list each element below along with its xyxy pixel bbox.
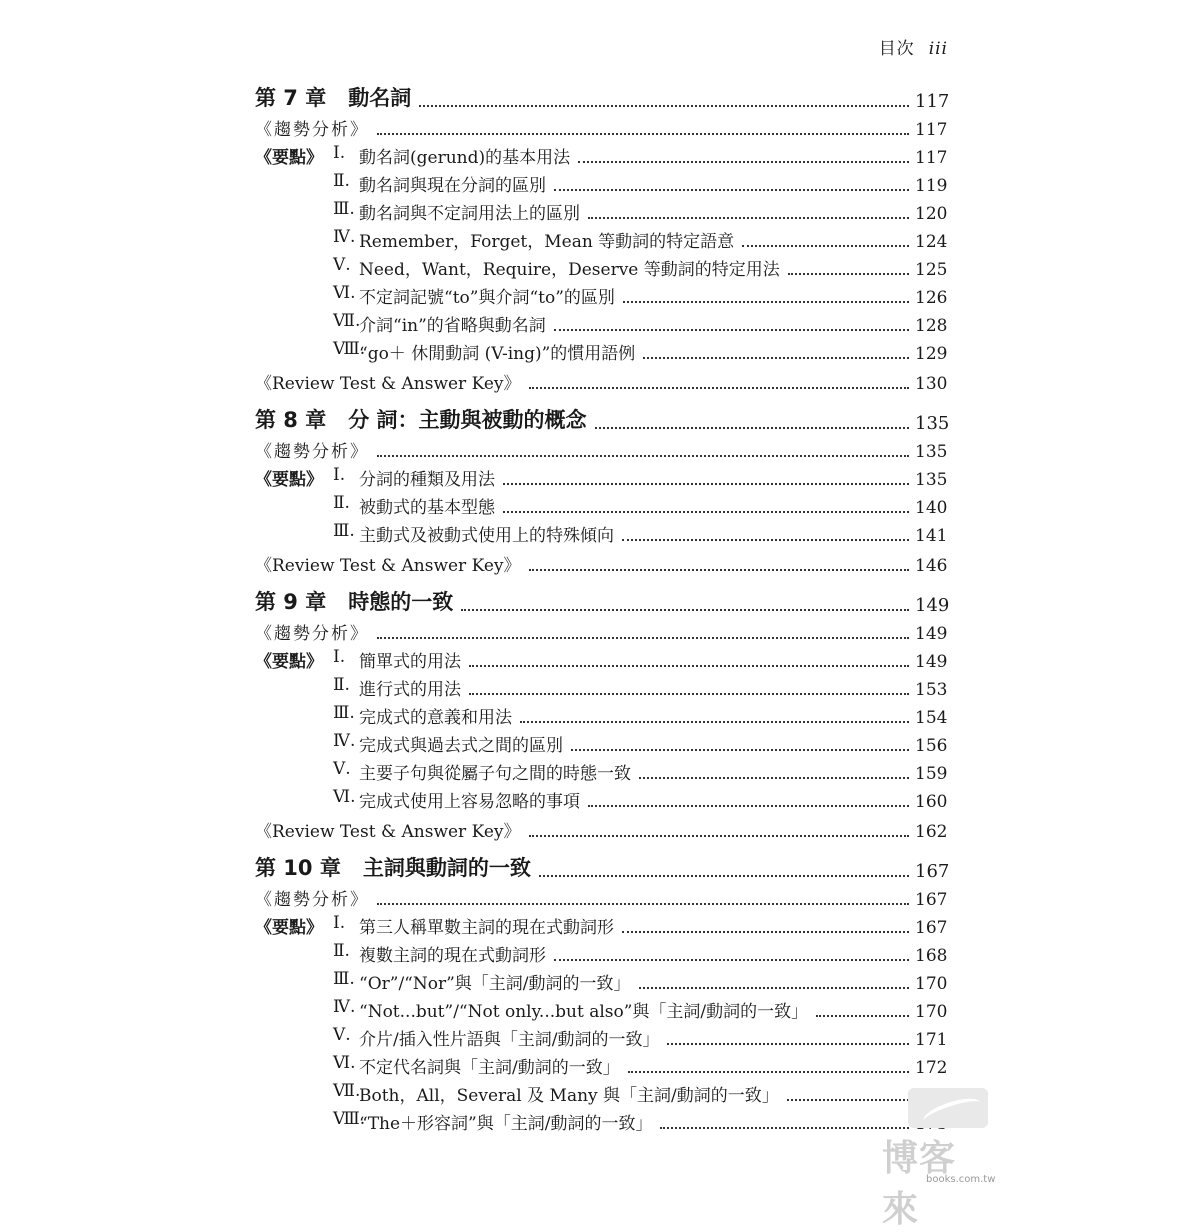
entry-text: 不定代名詞與「主詞/動詞的一致」 xyxy=(359,1058,620,1078)
dot-leader xyxy=(639,987,909,989)
item-numeral: Ⅲ. xyxy=(333,703,355,723)
key-point-entry[interactable] xyxy=(255,1050,948,1078)
page-number: 167 xyxy=(915,918,948,938)
chapter-number: 第 9 章 xyxy=(255,590,327,614)
entry-text: 被動式的基本型態 xyxy=(359,498,495,518)
review-test-entry[interactable] xyxy=(255,366,948,394)
chapter-title: 主詞與動詞的一致 xyxy=(362,856,531,880)
page-number: 125 xyxy=(915,260,948,280)
page-number: 172 xyxy=(915,1058,948,1078)
dot-leader xyxy=(588,217,909,219)
dot-leader xyxy=(529,569,910,571)
chapter-title: 動名詞 xyxy=(348,86,412,110)
key-points-label: 《要點》 xyxy=(255,652,323,672)
dot-leader xyxy=(461,609,909,611)
chapter-title: 分 詞：主動與被動的概念 xyxy=(348,408,587,432)
page-number: 135 xyxy=(915,413,950,434)
entry-text: 介詞“in”的省略與動名詞 xyxy=(359,316,546,336)
page-number: 168 xyxy=(915,946,948,966)
entry-label: 《趨勢分析》 xyxy=(255,120,369,140)
dot-leader xyxy=(788,273,909,275)
key-point-entry[interactable] xyxy=(255,784,948,812)
item-numeral: Ⅲ. xyxy=(333,521,355,541)
item-numeral: Ⅴ. xyxy=(333,255,351,275)
dot-leader xyxy=(554,329,909,331)
dot-leader xyxy=(529,387,910,389)
entry-text: Need，Want，Require，Deserve 等動詞的特定用法 xyxy=(359,260,780,280)
entry-text: 分詞的種類及用法 xyxy=(359,470,495,490)
dot-leader xyxy=(643,357,909,359)
page-number: 154 xyxy=(915,708,948,728)
entry-text: 動名詞與現在分詞的區別 xyxy=(359,176,546,196)
key-point-entry[interactable] xyxy=(255,700,948,728)
key-point-entry[interactable] xyxy=(255,168,948,196)
entry-label: 《Review Test & Answer Key》 xyxy=(255,374,521,394)
item-numeral: Ⅷ. xyxy=(333,1109,366,1129)
key-point-entry[interactable] xyxy=(255,1106,945,1134)
entry-text: 完成式的意義和用法 xyxy=(359,708,512,728)
review-test-entry[interactable] xyxy=(255,814,948,842)
chapter-heading[interactable] xyxy=(255,854,950,882)
chapter-number: 第 8 章 xyxy=(255,408,327,432)
dot-leader xyxy=(816,1015,909,1017)
entry-label: 《Review Test & Answer Key》 xyxy=(255,822,521,842)
key-point-entry[interactable] xyxy=(255,1078,945,1106)
page-number: 126 xyxy=(915,288,948,308)
review-test-entry[interactable] xyxy=(255,548,948,576)
page-number: 135 xyxy=(915,442,948,462)
key-point-entry[interactable] xyxy=(255,140,948,168)
item-numeral: Ⅱ. xyxy=(333,493,350,513)
entry-text: 動名詞(gerund)的基本用法 xyxy=(359,148,571,168)
entry-text: 進行式的用法 xyxy=(359,680,461,700)
key-points-label: 《要點》 xyxy=(255,470,323,490)
page-number: 160 xyxy=(915,792,948,812)
page-number: 170 xyxy=(915,974,948,994)
dot-leader xyxy=(377,903,909,905)
dot-leader xyxy=(377,455,909,457)
dot-leader xyxy=(503,511,909,513)
entry-text: “The＋形容詞”與「主詞/動詞的一致」 xyxy=(359,1114,653,1134)
dot-leader xyxy=(503,483,909,485)
watermark-logo-icon xyxy=(908,1088,988,1128)
dot-leader xyxy=(377,133,909,135)
item-numeral: Ⅶ. xyxy=(333,311,361,331)
key-point-entry[interactable] xyxy=(255,672,948,700)
page-number: 140 xyxy=(915,498,948,518)
dot-leader xyxy=(628,1071,909,1073)
dot-leader xyxy=(578,161,909,163)
key-point-entry[interactable] xyxy=(255,938,948,966)
page-number: 130 xyxy=(915,374,948,394)
item-numeral: Ⅳ. xyxy=(333,731,356,751)
key-point-entry[interactable] xyxy=(255,280,948,308)
entry-text: 複數主詞的現在式動詞形 xyxy=(359,946,546,966)
trend-analysis-entry[interactable] xyxy=(255,112,948,140)
page-number: 149 xyxy=(915,652,948,672)
dot-leader xyxy=(622,539,909,541)
dot-leader xyxy=(520,721,909,723)
page-number: 117 xyxy=(915,91,950,112)
entry-text: “go＋ 休閒動詞 (V-ing)”的慣用語例 xyxy=(359,344,636,364)
page-number: 153 xyxy=(915,680,948,700)
key-point-entry[interactable] xyxy=(255,308,948,336)
page-number: 156 xyxy=(915,736,948,756)
key-point-entry[interactable] xyxy=(255,910,948,938)
entry-text: Remember，Forget，Mean 等動詞的特定語意 xyxy=(359,232,735,252)
entry-text: 主要子句與從屬子句之間的時態一致 xyxy=(359,764,631,784)
key-point-entry[interactable] xyxy=(255,644,948,672)
item-numeral: Ⅰ. xyxy=(333,143,346,163)
page-number: 170 xyxy=(915,1002,948,1022)
watermark-text: 博客來 xyxy=(882,1138,957,1230)
item-numeral: Ⅶ. xyxy=(333,1081,361,1101)
dot-leader xyxy=(554,189,909,191)
entry-text: 完成式與過去式之間的區別 xyxy=(359,736,563,756)
page-number: 135 xyxy=(915,470,948,490)
dot-leader xyxy=(623,301,909,303)
dot-leader xyxy=(588,805,909,807)
page-number: 167 xyxy=(915,861,950,882)
item-numeral: Ⅳ. xyxy=(333,227,356,247)
trend-analysis-entry[interactable] xyxy=(255,616,948,644)
page-number: 149 xyxy=(915,624,948,644)
key-point-entry[interactable] xyxy=(255,252,948,280)
chapter-heading[interactable] xyxy=(255,588,950,616)
item-numeral: Ⅷ. xyxy=(333,339,366,359)
page-number: 167 xyxy=(915,890,948,910)
key-point-entry[interactable] xyxy=(255,518,948,546)
page-number: 159 xyxy=(915,764,948,784)
key-point-entry[interactable] xyxy=(255,462,948,490)
key-point-entry[interactable] xyxy=(255,994,948,1022)
entry-text: 第三人稱單數主詞的現在式動詞形 xyxy=(359,918,614,938)
entry-text: 不定詞記號“to”與介詞“to”的區別 xyxy=(359,288,615,308)
key-points-label: 《要點》 xyxy=(255,148,323,168)
item-numeral: Ⅰ. xyxy=(333,913,346,933)
item-numeral: Ⅲ. xyxy=(333,969,355,989)
dot-leader xyxy=(595,427,909,429)
page-number: 117 xyxy=(915,120,948,140)
entry-label: 《趨勢分析》 xyxy=(255,890,369,910)
dot-leader xyxy=(667,1043,909,1045)
key-point-entry[interactable] xyxy=(255,224,948,252)
item-numeral: Ⅳ. xyxy=(333,997,356,1017)
entry-label: 《趨勢分析》 xyxy=(255,442,369,462)
dot-leader xyxy=(419,105,909,107)
entry-text: “Not...but”/“Not only...but also”與「主詞/動詞的一致」 xyxy=(359,1002,809,1022)
watermark xyxy=(868,1088,996,1230)
table-of-contents xyxy=(255,0,950,1200)
page-number: 149 xyxy=(915,595,950,616)
entry-text: 簡單式的用法 xyxy=(359,652,461,672)
dot-leader xyxy=(377,637,909,639)
watermark-url: books.com.tw xyxy=(926,1174,996,1185)
entry-text: 完成式使用上容易忽略的事項 xyxy=(359,792,580,812)
page-number: 120 xyxy=(915,204,948,224)
entry-label: 《Review Test & Answer Key》 xyxy=(255,556,521,576)
entry-text: 介片/插入性片語與「主詞/動詞的一致」 xyxy=(359,1030,660,1050)
key-point-entry[interactable] xyxy=(255,196,948,224)
item-numeral: Ⅱ. xyxy=(333,941,350,961)
page-number: 128 xyxy=(915,316,948,336)
item-numeral: Ⅱ. xyxy=(333,171,350,191)
page-number: 171 xyxy=(915,1030,948,1050)
dot-leader xyxy=(622,931,909,933)
dot-leader xyxy=(571,749,909,751)
page-number: 146 xyxy=(915,556,948,576)
page-number: 124 xyxy=(915,232,948,252)
dot-leader xyxy=(742,245,909,247)
trend-analysis-entry[interactable] xyxy=(255,882,948,910)
item-numeral: Ⅰ. xyxy=(333,647,346,667)
key-point-entry[interactable] xyxy=(255,1022,948,1050)
item-numeral: Ⅵ. xyxy=(333,1053,356,1073)
key-point-entry[interactable] xyxy=(255,756,948,784)
page-number: 129 xyxy=(915,344,948,364)
key-point-entry[interactable] xyxy=(255,490,948,518)
chapter-heading[interactable] xyxy=(255,84,950,112)
entry-label: 《趨勢分析》 xyxy=(255,624,369,644)
chapter-number: 第 10 章 xyxy=(255,856,341,880)
dot-leader xyxy=(639,777,909,779)
chapter-title: 時態的一致 xyxy=(348,590,454,614)
page-number: 117 xyxy=(915,148,948,168)
item-numeral: Ⅴ. xyxy=(333,759,351,779)
item-numeral: Ⅴ. xyxy=(333,1025,351,1045)
entry-text: Both，All，Several 及 Many 與「主詞/動詞的一致」 xyxy=(359,1086,779,1106)
page-number: 119 xyxy=(915,176,948,196)
key-point-entry[interactable] xyxy=(255,728,948,756)
item-numeral: Ⅲ. xyxy=(333,199,355,219)
dot-leader xyxy=(554,959,909,961)
key-points-label: 《要點》 xyxy=(255,918,323,938)
item-numeral: Ⅰ. xyxy=(333,465,346,485)
dot-leader xyxy=(529,835,910,837)
key-point-entry[interactable] xyxy=(255,966,948,994)
item-numeral: Ⅱ. xyxy=(333,675,350,695)
dot-leader xyxy=(469,665,909,667)
page-number: 162 xyxy=(915,822,948,842)
dot-leader xyxy=(539,875,909,877)
entry-text: “Or”/“Nor”與「主詞/動詞的一致」 xyxy=(359,974,631,994)
dot-leader xyxy=(469,693,909,695)
page-number: 141 xyxy=(915,526,948,546)
chapter-number: 第 7 章 xyxy=(255,86,327,110)
entry-text: 動名詞與不定詞用法上的區別 xyxy=(359,204,580,224)
key-point-entry[interactable] xyxy=(255,336,948,364)
item-numeral: Ⅵ. xyxy=(333,283,356,303)
chapter-heading[interactable] xyxy=(255,406,950,434)
item-numeral: Ⅵ. xyxy=(333,787,356,807)
header-page-number: iii xyxy=(928,39,948,59)
entry-text: 主動式及被動式使用上的特殊傾向 xyxy=(359,526,614,546)
header-section: 目次 xyxy=(878,39,915,59)
trend-analysis-entry[interactable] xyxy=(255,434,948,462)
